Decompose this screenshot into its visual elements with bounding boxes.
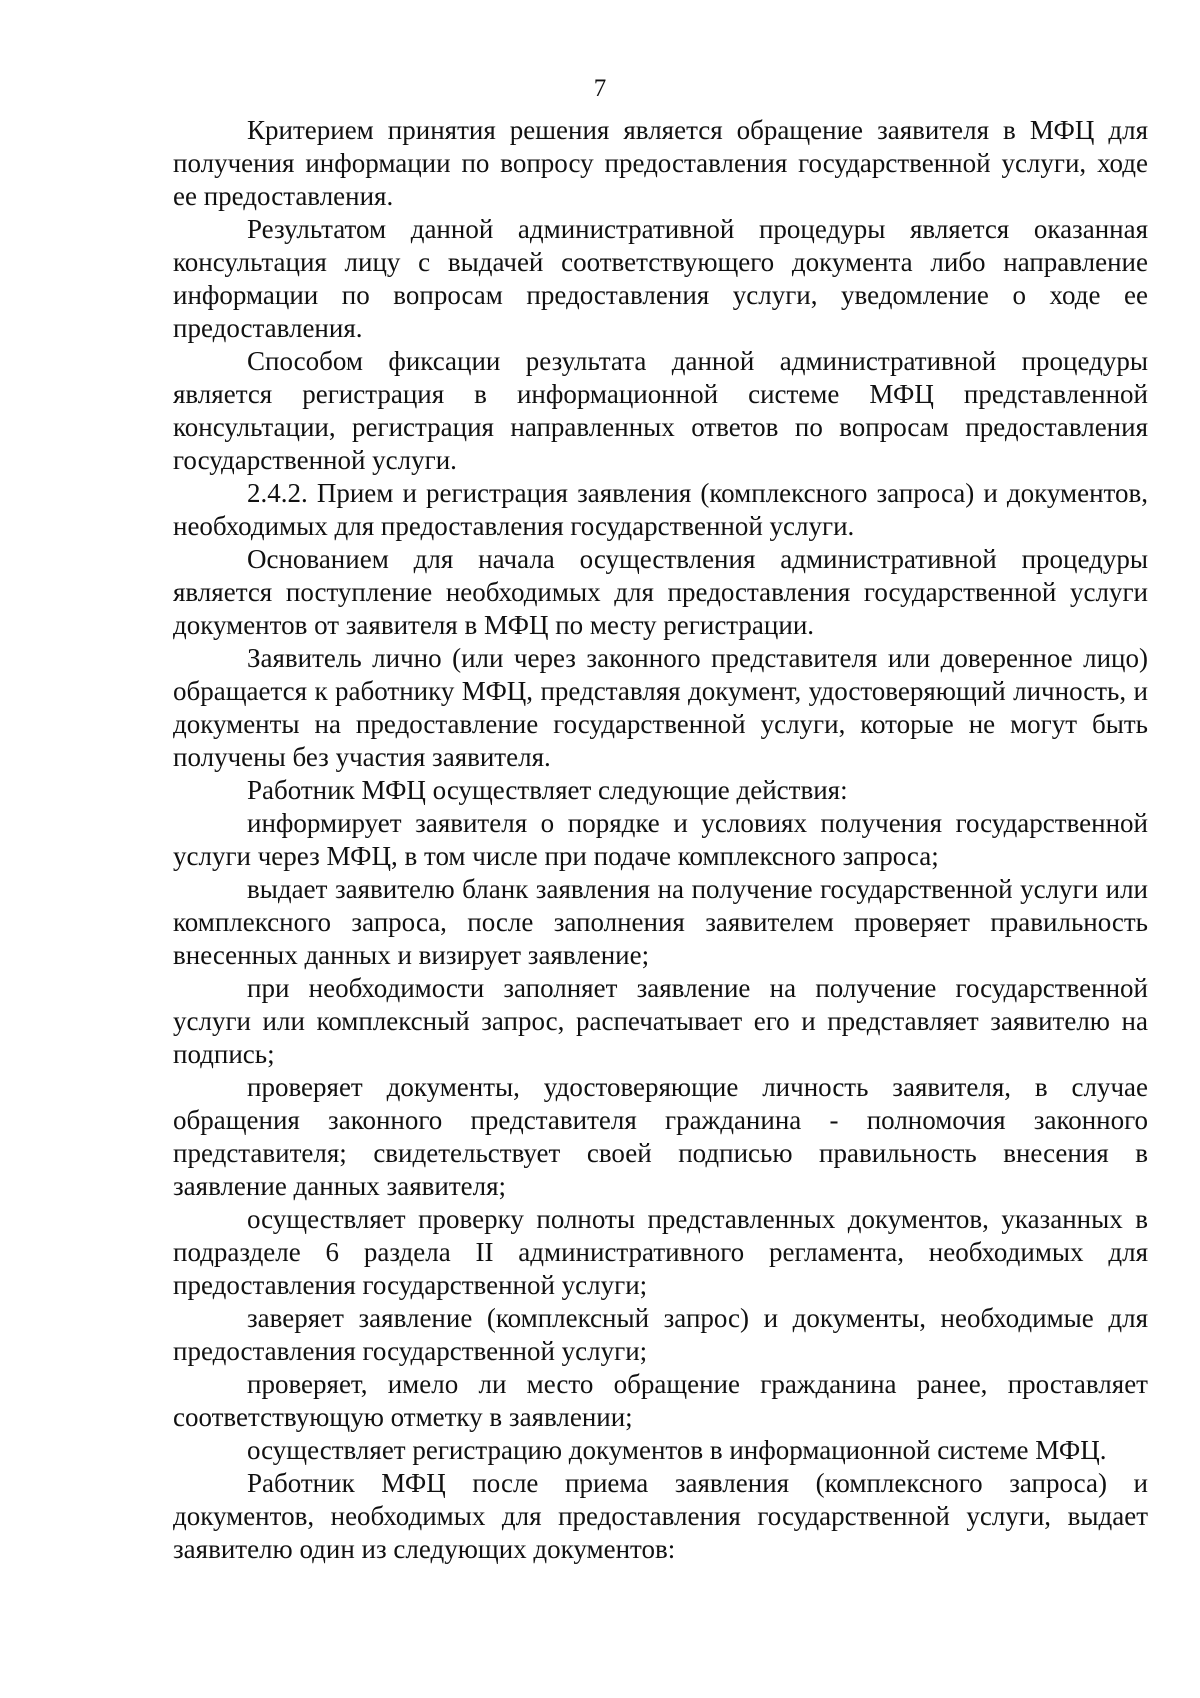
list-item-registers: осуществляет регистрацию документов в информационной системе МФЦ. <box>247 1435 1107 1465</box>
paragraph-procedure-result: Результатом данной административной процедуры является оказанная консультация лицу с выдачей соответствующего документа либо направление информации по вопросам предоставления услуги, уведомление о ходе ее предоставления. <box>173 214 1148 343</box>
list-item-certifies: заверяет заявление (комплексный запрос) и документы, необходимые для предоставления государственной услуги; <box>173 1303 1148 1366</box>
paragraph-decision-criterion: Критерием принятия решения является обращение заявителя в МФЦ для получения информации по вопросу предоставления государственной услуги, ходе ее предоставления. <box>173 115 1148 211</box>
section-heading-2-4-2: 2.4.2. Прием и регистрация заявления (комплексного запроса) и документов, необходимых для предоставления государственной услуги. <box>173 478 1148 541</box>
list-item-informs: информирует заявителя о порядке и условиях получения государственной услуги через МФЦ, в том числе при подаче комплексного запроса; <box>173 808 1148 871</box>
paragraph-result-recording: Способом фиксации результата данной административной процедуры является регистрация в информационной системе МФЦ представленной консультации, регистрация направленных ответов по вопросам предоставления государственной услуги. <box>173 346 1148 475</box>
document-body <box>173 114 1148 1566</box>
list-item-checks-identity: проверяет документы, удостоверяющие личность заявителя, в случае обращения законного представителя гражданина - полномочия законного представителя; свидетельствует своей подписью правильность внесения в заявление данных заявителя; <box>173 1072 1148 1201</box>
paragraph-applicant-contact: Заявитель лично (или через законного представителя или доверенное лицо) обращается к работнику МФЦ, представляя документ, удостоверяющий личность, и документы на предоставление государственной услуги, которые не могут быть получены без участия заявителя. <box>173 643 1148 772</box>
list-item-fills-application: при необходимости заполняет заявление на получение государственной услуги или комплексный запрос, распечатывает его и представляет заявителю на подпись; <box>173 973 1148 1069</box>
list-item-issues-form: выдает заявителю бланк заявления на получение государственной услуги или комплексного запроса, после заполнения заявителем проверяет правильность внесенных данных и визирует заявление; <box>173 874 1148 970</box>
paragraph-worker-actions-intro: Работник МФЦ осуществляет следующие действия: <box>247 775 848 805</box>
paragraph-procedure-basis: Основанием для начала осуществления административной процедуры является поступление необходимых для предоставления государственной услуги документов от заявителя в МФЦ по месту регистрации. <box>173 544 1148 640</box>
page-number: 7 <box>593 75 607 102</box>
list-item-checks-previous: проверяет, имело ли место обращение гражданина ранее, проставляет соответствующую отметку в заявлении; <box>173 1369 1148 1432</box>
list-item-checks-completeness: осуществляет проверку полноты представленных документов, указанных в подразделе 6 раздела II административного регламента, необходимых для предоставления государственной услуги; <box>173 1204 1148 1300</box>
paragraph-issued-documents: Работник МФЦ после приема заявления (комплексного запроса) и документов, необходимых для предоставления государственной услуги, выдает заявителю один из следующих документов: <box>173 1468 1148 1564</box>
